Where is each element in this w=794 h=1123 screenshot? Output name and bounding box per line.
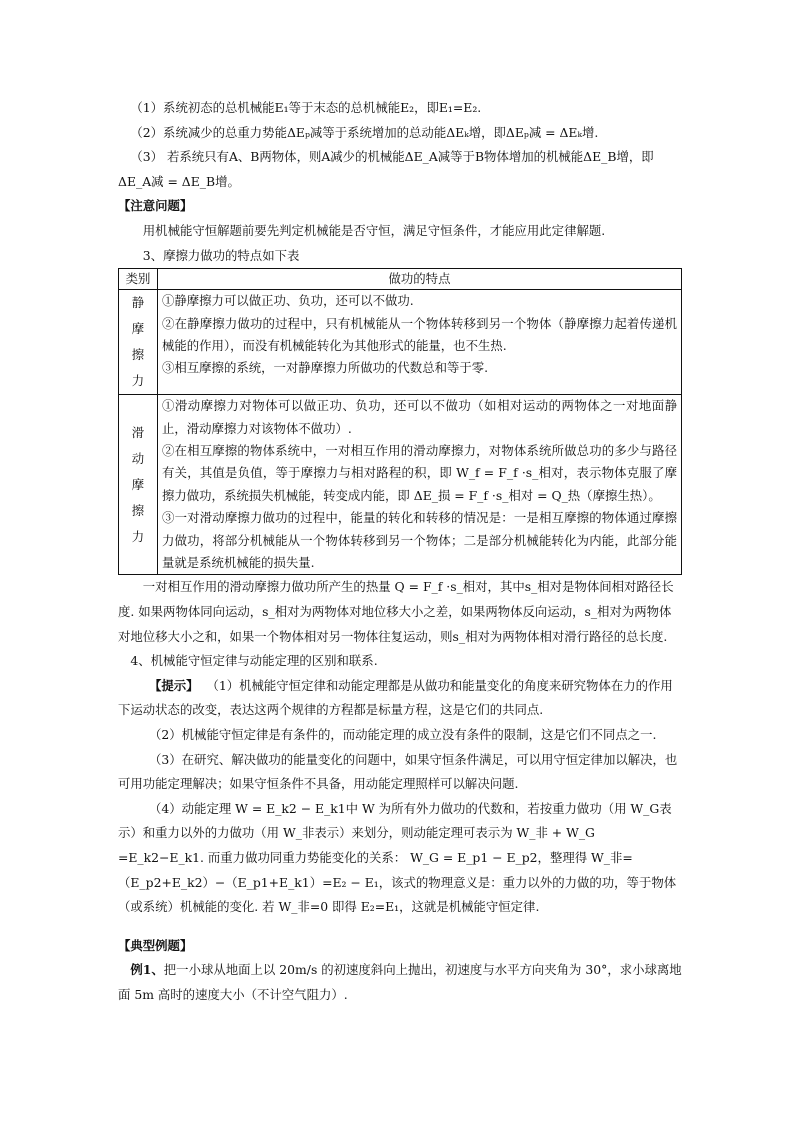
sliding-item-1: ①滑动摩擦力对物体可以做正功、负功，还可以不做功（如相对运动的两物体之一对地面静止，滑动摩擦力对该物体不做功）. — [162, 398, 677, 436]
notice-heading: 【注意问题】 — [118, 198, 193, 214]
section4-p1 — [118, 674, 682, 723]
table-header-row — [119, 269, 682, 290]
static-item-2: ②在静摩擦力做功的过程中，只有机械能从一个物体转移到另一个物体（静摩擦力起着传递机械能的作用），而没有机械能转化为其他形式的能量，也不生热. — [162, 315, 677, 353]
section4-p2: （2）机械能守恒定律是有条件的，而动能定理的成立没有条件的限制，这是它们不同点之一. — [149, 726, 657, 742]
friction-heat-paragraph: 一对相互作用的滑动摩擦力做功所产生的热量 Q = F_f ·s_相对，其中s_相对是物体间相对路径长度. 如果两物体同向运动，s_相对为两物体对地位移大小之差，如果两物体反向运动，s_相对为两物体对地位移大小之和，如果一个物体相对另一物体往复运动，则s_相对为两物体相对滑行路径的总长度. — [118, 579, 674, 644]
notice-text: 用机械能守恒解题前要先判定机械能是否守恒，满足守恒条件，才能应用此定律解题. — [142, 222, 606, 238]
sliding-item-2: ②在相互摩擦的物体系统中，一对相互作用的滑动摩擦力，对物体系统所做总功的多少与路径有关，其值是负值，等于摩擦力与相对路程的积，即 W_f = F_f ·s_相对，表示物体克服了摩擦力做功，系统损失机械能，转变成内能，即 ΔE_损 = F_f ·s_相对 = Q_热（摩擦生热）。 — [162, 442, 677, 503]
section4-title: 4、机械能守恒定律与动能定理的区别和联系. — [130, 653, 378, 669]
header-category: 类别 — [119, 269, 158, 290]
static-friction-features — [158, 290, 682, 395]
category-static-friction: 静 摩 擦 力 — [119, 290, 158, 395]
intro-line-2: （2）系统减少的总重力势能ΔEₚ减等于系统增加的总动能ΔEₖ增，即ΔEₚ减 = ΔEₖ增. — [130, 124, 599, 140]
sliding-friction-features — [158, 395, 682, 575]
section4-p3: （3）在研究、解决做功的能量变化的问题中，如果守恒条件满足，可以用守恒定律加以解决，也可用功能定理解决；如果守恒条件不具备，用动能定理照样可以解决问题. — [118, 751, 678, 792]
intro-line-3: （3） 若系统只有A、B两物体，则A减少的机械能ΔE_A减等于B物体增加的机械能ΔE_B增，即ΔE_A减 = ΔE_B增。 — [118, 149, 654, 189]
table-row-static — [119, 290, 682, 395]
examples-heading: 【典型例题】 — [118, 937, 193, 953]
hint-label: 【提示】 — [149, 677, 199, 693]
static-item-3: ③相互摩擦的系统，一对静摩擦力所做功的代数总和等于零. — [162, 360, 489, 376]
friction-table — [118, 268, 682, 575]
table-row-sliding — [119, 395, 682, 575]
header-features: 做功的特点 — [158, 269, 682, 290]
category-sliding-friction: 滑 动 摩 擦 力 — [119, 395, 158, 575]
hint-text-1: （1）机械能守恒定律和动能定理都是从做功和能量变化的角度来研究物体在力的作用下运动状态的改变，表达这两个规律的方程都是标量方程，这是它们的共同点. — [118, 677, 673, 718]
example-1 — [118, 958, 682, 1007]
sliding-item-3: ③一对滑动摩擦力做功的过程中，能量的转化和转移的情况是：一是相互摩擦的物体通过摩擦力做功，将部分机械能从一个物体转移到另一个物体；二是部分机械能转化为内能，此部分能量就是系统机械能的损失量. — [162, 510, 677, 570]
document-page — [118, 96, 682, 1008]
section4-p4: （4）动能定理 W = E_k2 − E_k1中 W 为所有外力做功的代数和，若按重力做功（用 W_G表示）和重力以外的力做功（用 W_非表示）来划分，则动能定理可表示为 W_非 + W_G =E_k2−E_k1. 而重力做功同重力势能变化的关系： W_G = E_p1 − E_p2，整理得 W_非=（E_p2+E_k2）−（E_p1+E_k1）=E₂ − E₁，该式的物理意义是：重力以外的力做的功，等于物体（或系统）机械能的变化. 若 W_非=0 即得 E₂=E₁，这就是机械能守恒定律. — [118, 800, 677, 915]
section3-title: 3、摩擦力做功的特点如下表 — [142, 247, 300, 263]
spacer — [118, 920, 682, 934]
intro-line-1: （1）系统初态的总机械能E₁等于末态的总机械能E₂，即E₁=E₂. — [130, 100, 482, 115]
example-1-text: 把一小球从地面上以 20m/s 的初速度斜向上抛出，初速度与水平方向夹角为 30°，求小球离地面 5m 高时的速度大小（不计空气阻力）. — [118, 962, 682, 1002]
static-item-1: ①静摩擦力可以做正功、负功，还可以不做功. — [162, 293, 414, 309]
example-1-label: 例1、 — [130, 962, 164, 978]
